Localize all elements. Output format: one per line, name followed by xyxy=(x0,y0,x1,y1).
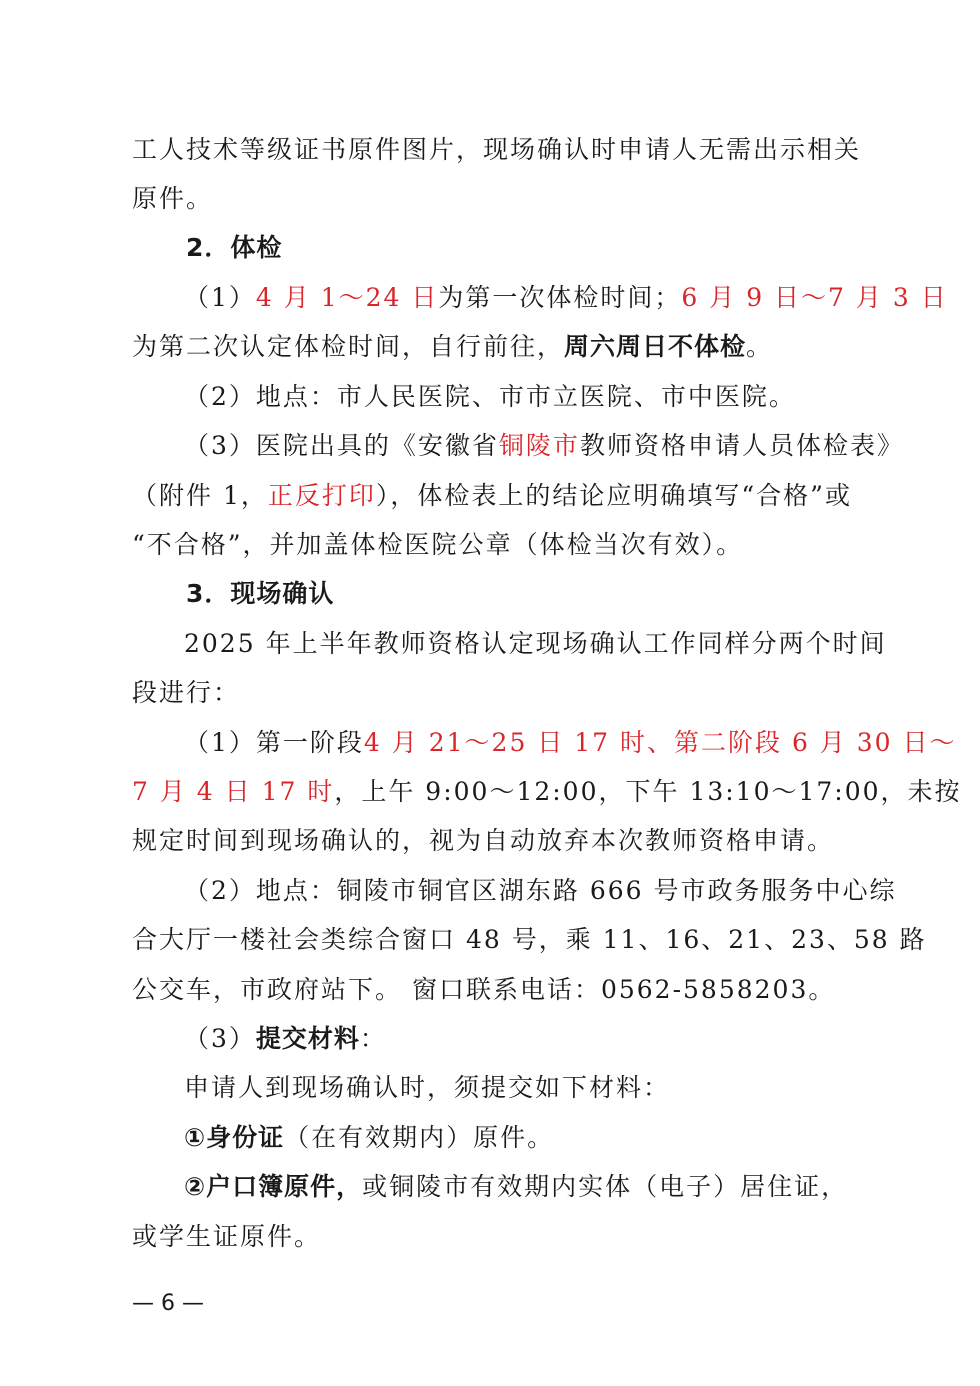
paragraph-line xyxy=(132,774,962,810)
text-span: 为第二次认定体检时间，自行前往， xyxy=(132,332,565,361)
text-span: （1） xyxy=(184,283,256,312)
paragraph-line: “不合格”，并加盖体检医院公章（体检当次有效）。 xyxy=(132,530,744,559)
paragraph-line xyxy=(132,478,852,514)
section-heading-physical-exam: 2．体检 xyxy=(186,233,283,262)
text-span: （1）第一阶段 xyxy=(184,728,364,757)
paragraph-line xyxy=(184,725,957,761)
highlight-date: 4 月 21～25 日 17 时、第二阶段 6 月 30 日～ xyxy=(363,728,957,757)
text-span: ，上午 9:00～12:00，下午 13:10～17:00，未按 xyxy=(334,777,962,806)
text-span: 。 xyxy=(746,332,774,361)
bold-text: 提交材料 xyxy=(255,1024,360,1053)
paragraph-line: 申请人到现场确认时，须提交如下材料： xyxy=(184,1073,671,1102)
paragraph-line: 或学生证原件。 xyxy=(132,1222,322,1251)
paragraph-line: 合大厅一楼社会类综合窗口 48 号，乘 11、16、21、23、58 路 xyxy=(132,925,927,954)
text-span: 教师资格申请人员体检表》 xyxy=(579,431,904,460)
paragraph-line xyxy=(132,329,852,365)
paragraph-line: 规定时间到现场确认的，视为自动放弃本次教师资格申请。 xyxy=(132,826,835,855)
bold-text: ②户口簿原件， xyxy=(184,1172,363,1201)
paragraph-line: 公交车，市政府站下。 窗口联系电话：0562-5858203。 xyxy=(132,975,836,1004)
page-number: — 6 — xyxy=(132,1291,204,1316)
text-span: （3） xyxy=(184,1024,256,1053)
paragraph-line: （2）地点：铜陵市铜官区湖东路 666 号市政务服务中心综 xyxy=(184,876,897,905)
highlight-print-note: 正反打印 xyxy=(267,481,376,510)
bold-text: 周六周日不体检 xyxy=(564,332,747,361)
paragraph-line: 原件。 xyxy=(132,184,214,213)
text-span: 为第一次体检时间； xyxy=(438,283,682,312)
paragraph-line xyxy=(184,428,904,464)
paragraph-line xyxy=(184,1021,904,1057)
text-span: ），体检表上的结论应明确填写“合格”或 xyxy=(375,481,852,510)
text-span: （在有效期内）原件。 xyxy=(284,1123,555,1152)
paragraph-line xyxy=(184,1169,904,1205)
highlight-date: 4 月 1～24 日 xyxy=(255,283,439,312)
section-heading-onsite-confirmation: 3．现场确认 xyxy=(186,579,335,608)
text-span: 或铜陵市有效期内实体（电子）居住证， xyxy=(362,1172,849,1201)
paragraph-line: 段进行： xyxy=(132,678,241,707)
paragraph-line: 工人技术等级证书原件图片，现场确认时申请人无需出示相关 xyxy=(132,135,862,164)
text-span: （3）医院出具的《安徽省 xyxy=(184,431,499,460)
highlight-date: 7 月 4 日 17 时 xyxy=(132,777,335,806)
text-span: （附件 1， xyxy=(132,481,268,510)
paragraph-line: （2）地点：市人民医院、市市立医院、市中医院。 xyxy=(184,382,796,411)
highlight-city: 铜陵市 xyxy=(498,431,580,460)
text-span: ： xyxy=(359,1024,387,1053)
paragraph-line xyxy=(184,1120,904,1156)
bold-text: ①身份证 xyxy=(184,1123,285,1152)
highlight-date: 6 月 9 日～7 月 3 日 xyxy=(681,283,948,312)
paragraph-line: 2025 年上半年教师资格认定现场确认工作同样分两个时间 xyxy=(184,629,887,658)
paragraph-line xyxy=(184,280,948,316)
